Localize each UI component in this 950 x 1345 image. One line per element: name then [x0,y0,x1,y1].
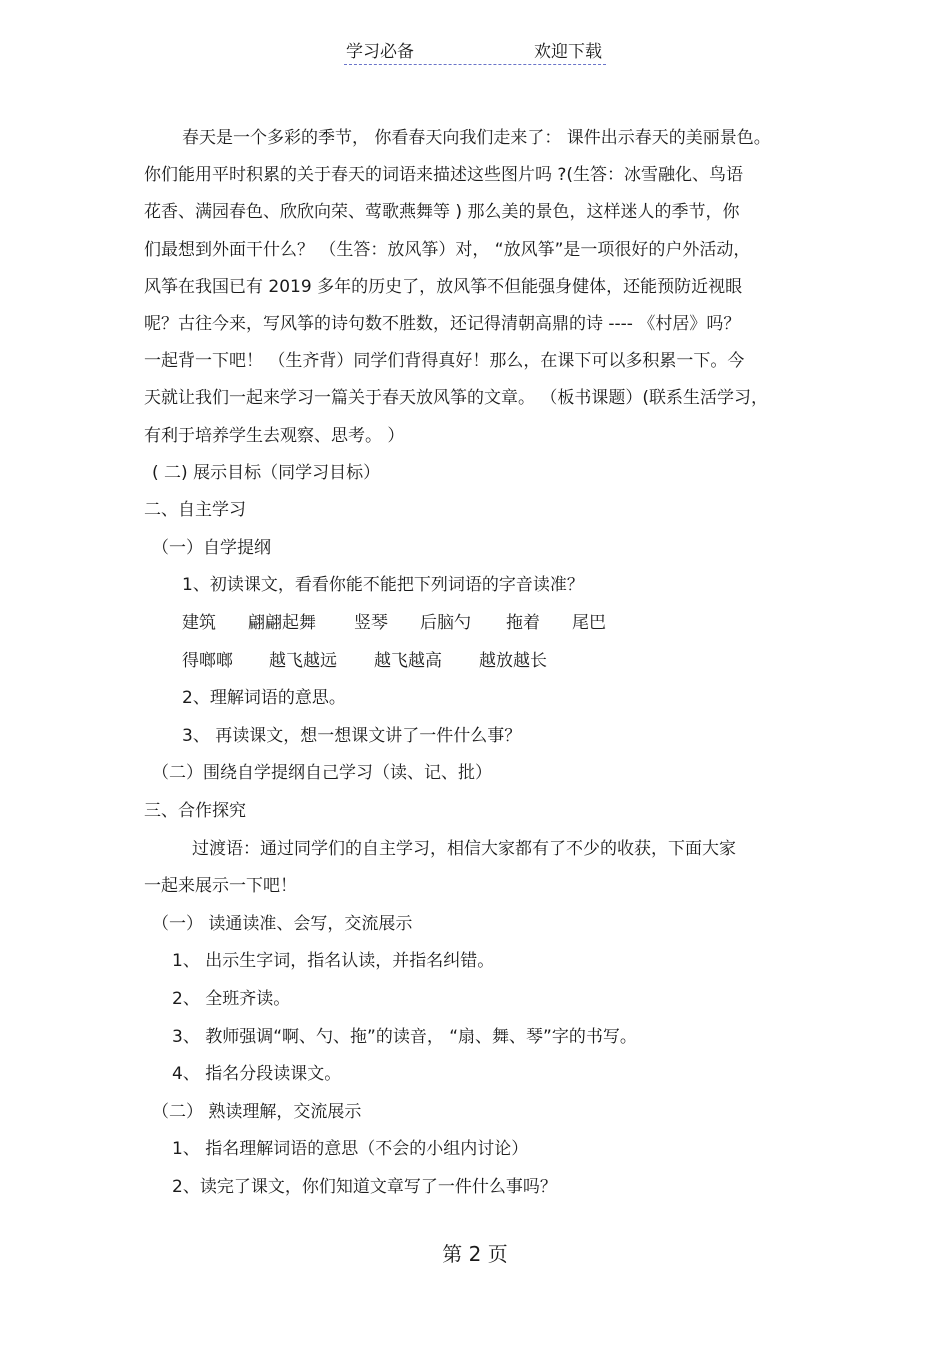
header-left-text: 学习必备 [346,42,414,62]
word-list-row-1 [144,605,814,643]
section-heading-self-study: 二、自主学习 [144,500,246,521]
intro-line: 们最想到外面干什么？ （生答：放风筝）对， “放风筝”是一项很好的户外活动， [144,239,751,260]
section-heading-cooperative-inquiry: 三、合作探究 [144,801,246,822]
subheading-read-write-show: （一） 读通读准、会写，交流展示 [152,913,413,934]
vocab-word: 越放越长 [479,650,547,671]
intro-line: 你们能用平时积累的关于春天的词语来描述这些图片吗 ?(生答：冰雪融化、鸟语 [144,165,744,186]
subheading-study-outline: （一）自学提纲 [152,537,271,558]
transition-text-line: 一起来展示一下吧！ [144,876,297,897]
outline-item-3: 3、 再读课文，想一想课文讲了一件什么事？ [182,725,522,746]
activity-item: 1、 指名理解词语的意思（不会的小组内讨论） [172,1139,529,1160]
vocab-word: 拖着 [506,613,540,634]
transition-text-line: 过渡语：通过同学们的自主学习，相信大家都有了不少的收获，下面大家 [192,838,736,859]
page-header [344,40,606,65]
document-body [144,120,814,1207]
activity-item: 2、 全班齐读。 [172,989,291,1009]
activity-item: 4、 指名分段读课文。 [172,1064,342,1085]
section-heading-show-goals: ( 二) 展示目标（同学习目标） [152,462,381,483]
activity-item: 2、读完了课文，你们知道文章写了一件什么事吗？ [172,1176,557,1197]
intro-line: 有利于培养学生去观察、思考。 ） [144,425,405,446]
vocab-word: 得啷啷 [182,650,233,671]
intro-line: 一起背一下吧！ （生齐背）同学们背得真好！那么，在课下可以多积累一下。今 [144,351,745,372]
intro-line: 风筝在我国已有 2019 多年的历史了，放风筝不但能强身健体，还能预防近视眼 [144,276,743,297]
vocab-word: 竖琴 [354,613,388,634]
outline-item-2: 2、理解词语的意思。 [182,688,346,709]
vocab-word: 建筑 [182,613,216,634]
outline-item-1: 1、初读课文，看看你能不能把下列词语的字音读准？ [182,575,584,596]
word-list-row-2 [144,643,814,681]
activity-item: 3、 教师强调“啊、勺、拖”的读音， “扇、舞、琴”字的书写。 [172,1026,637,1047]
intro-line: 呢？古往今来，写风筝的诗句数不胜数，还记得清朝高鼎的诗 ---- 《村居》吗？ [144,313,741,334]
intro-line: 天就让我们一起来学习一篇关于春天放风筝的文章。 （板书课题）(联系生活学习， [144,388,769,409]
vocab-word: 后脑勺 [420,613,471,634]
vocab-word: 越飞越远 [269,650,337,671]
vocab-word: 越飞越高 [374,650,442,671]
header-right-text: 欢迎下载 [534,42,602,62]
page-number: 第 2 页 [442,1242,508,1266]
subheading-understand-show: （二） 熟读理解，交流展示 [152,1101,362,1122]
activity-item: 1、 出示生字词，指名认读，并指名纠错。 [172,951,495,972]
vocab-word: 尾巴 [572,613,606,634]
intro-line: 花香、满园春色、欣欣向荣、莺歌燕舞等 ) 那么美的景色，这样迷人的季节，你 [144,202,740,223]
intro-line: 春天是一个多彩的季节， 你看春天向我们走来了： 课件出示春天的美丽景色。 [182,128,771,148]
vocab-word: 翩翩起舞 [248,613,316,634]
subheading-self-learning: （二）围绕自学提纲自己学习（读、记、批） [152,763,492,784]
intro-paragraph [144,120,814,455]
